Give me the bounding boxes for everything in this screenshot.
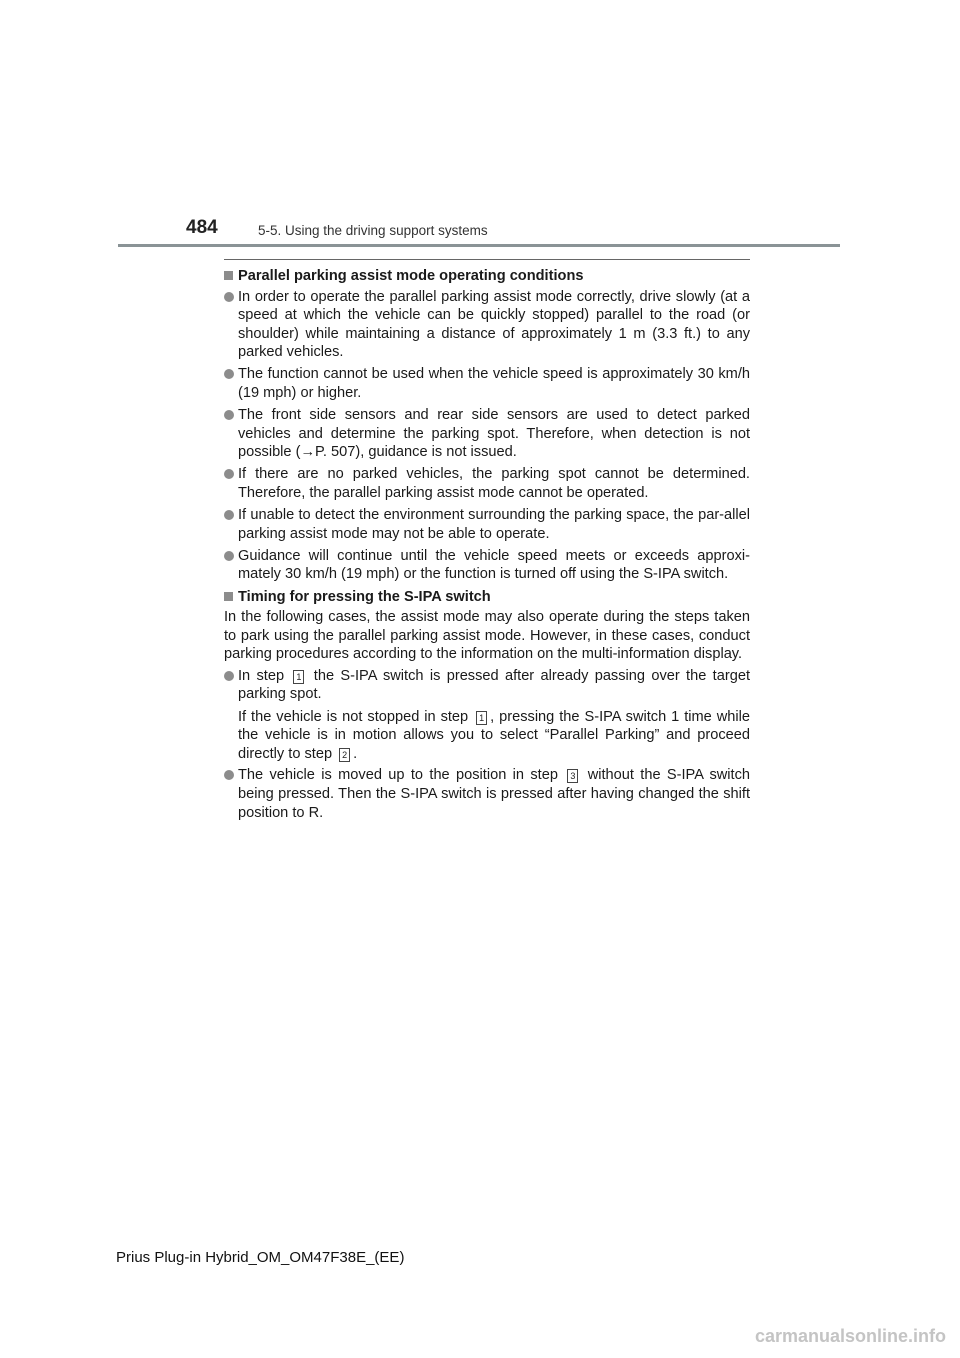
circle-bullet-icon — [224, 369, 234, 379]
bullet-text: The vehicle is moved up to the position in step — [238, 767, 558, 784]
sub-paragraph — [224, 708, 750, 764]
bullet-item — [224, 406, 750, 462]
bullet-text: If there are no parked vehicles, the parking spot cannot be determined. Therefore, the parallel parking assist mode cannot be operated. — [238, 466, 750, 502]
circle-bullet-icon — [224, 410, 234, 420]
bullet-text: If unable to detect the environment surrounding the parking space, the par-allel parking assist mode may not be able to operate. — [238, 507, 750, 542]
sub-text: , pressing the S-IPA switch 1 time while the vehicle is in motion allows you to select “Parallel Parking” and proceed directly to step — [238, 708, 750, 762]
bullet-item — [224, 667, 750, 704]
circle-bullet-icon — [224, 469, 234, 479]
step-number-badge: 3 — [567, 769, 578, 783]
circle-bullet-icon — [224, 671, 234, 681]
square-bullet-icon — [224, 271, 233, 280]
step-number-badge: 1 — [476, 711, 487, 725]
step-number-badge: 1 — [293, 670, 304, 684]
bullet-item — [224, 365, 750, 402]
main-content — [224, 259, 750, 826]
intro-paragraph: In the following cases, the assist mode may also operate during the steps taken to park using the parallel parking assist mode. However, in these cases, conduct parking procedures according to the information on the multi-information display. — [224, 609, 750, 663]
bullet-text: without the S-IPA switch being pressed. Then the S-IPA switch is pressed after having changed the shift position to R. — [238, 767, 751, 821]
bullet-text: In order to operate the parallel parking assist mode correctly, drive slowly (at a speed at which the vehicle can be quickly stopped) parallel to the road (or shoulder) while maintaining a distance of approximately 1 m (3.3 ft.) to any parked vehicles. — [238, 288, 750, 361]
circle-bullet-icon — [224, 292, 234, 302]
circle-bullet-icon — [224, 510, 234, 520]
square-bullet-icon — [224, 592, 233, 601]
sub-text: If the vehicle is not stopped in step — [238, 708, 469, 725]
bullet-text: Guidance will continue until the vehicle speed meets or exceeds approxi-mately 30 km/h (19 mph) or the function is turned off using the S-IPA switch. — [238, 547, 750, 583]
bullet-item — [224, 547, 750, 584]
heading-text: Parallel parking assist mode operating conditions — [238, 268, 584, 284]
bullet-text: The function cannot be used when the vehicle speed is approximately 30 km/h (19 mph) or higher. — [238, 366, 750, 402]
page-number: 484 — [186, 217, 218, 238]
bullet-item — [224, 288, 750, 362]
section-title: 5-5. Using the driving support systems — [258, 223, 488, 238]
bullet-text: the S-IPA switch is pressed after already passing over the target parking spot. — [238, 667, 750, 703]
top-divider — [224, 259, 750, 260]
sub-text: . — [353, 745, 358, 762]
header-rule — [118, 244, 840, 247]
bullet-item — [224, 506, 750, 543]
watermark: carmanualsonline.info — [754, 1326, 946, 1346]
bullet-text: The front side sensors and rear side sensors are used to detect parked vehicles and determine the parking spot. Therefore, when detection is not possible (→P. 507), guidance is not issued. — [238, 407, 750, 461]
bullet-item — [224, 465, 750, 502]
circle-bullet-icon — [224, 551, 234, 561]
circle-bullet-icon — [224, 770, 234, 780]
heading-operating-conditions — [224, 267, 750, 286]
bullet-text: In step — [238, 667, 285, 684]
page-header — [118, 212, 840, 248]
step-number-badge: 2 — [339, 748, 350, 762]
heading-switch-timing — [224, 588, 750, 607]
document-footer: Prius Plug-in Hybrid_OM_OM47F38E_(EE) — [116, 1249, 405, 1266]
bullet-item — [224, 766, 750, 822]
heading-text: Timing for pressing the S-IPA switch — [238, 588, 491, 605]
